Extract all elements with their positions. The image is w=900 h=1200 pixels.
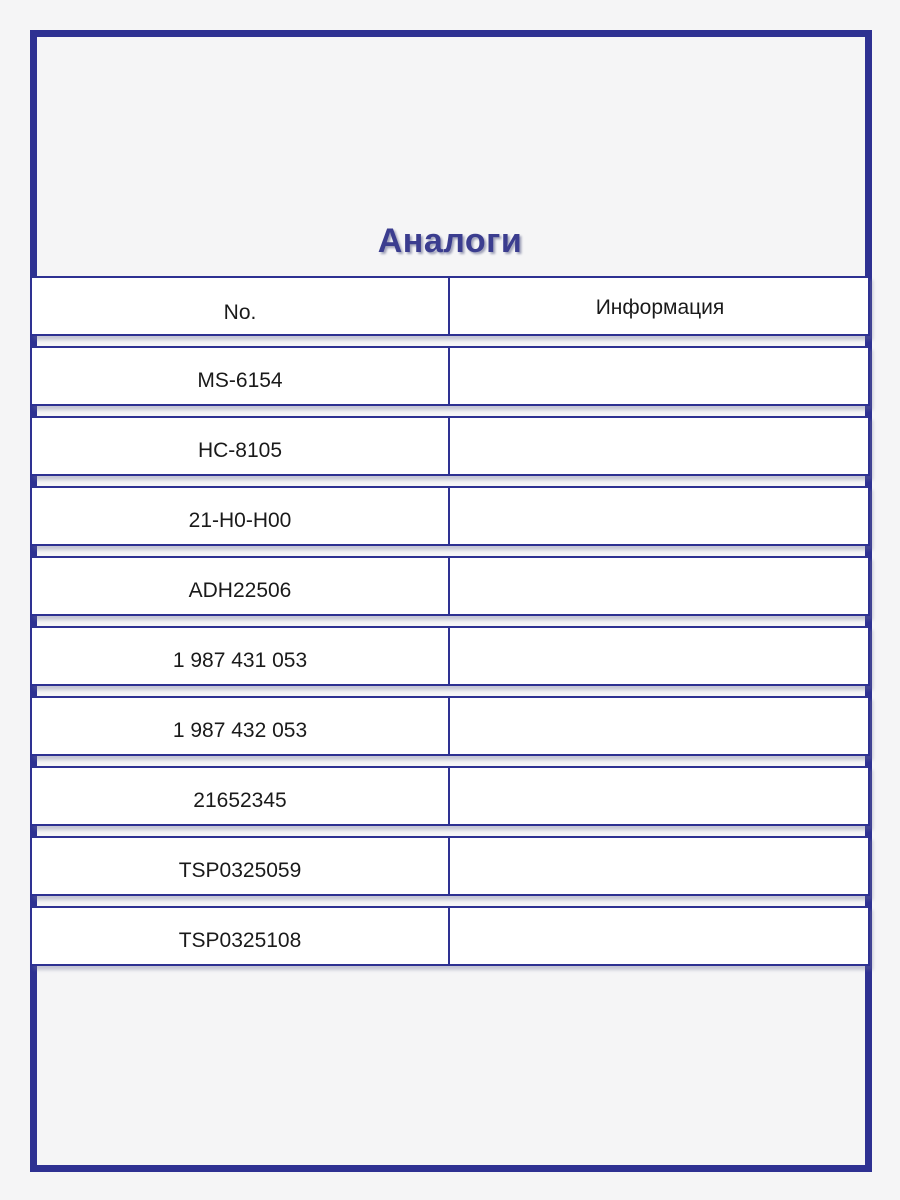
- cell-info: [452, 698, 868, 754]
- header-info: Информация: [595, 296, 725, 319]
- table-row: [30, 346, 870, 406]
- cell-number: MS-6154: [32, 348, 450, 404]
- cell-number: ADH22506: [32, 558, 450, 614]
- cell-info: [452, 908, 868, 964]
- cell-info: [452, 418, 868, 474]
- header-number: No.: [32, 278, 450, 334]
- cell-number: 1 987 432 053: [32, 698, 450, 754]
- table-row: [30, 836, 870, 896]
- cell-info: [452, 628, 868, 684]
- cell-info: [452, 348, 868, 404]
- table-row: [30, 556, 870, 616]
- cell-number: TSP0325059: [32, 838, 450, 894]
- cell-number: 1 987 431 053: [32, 628, 450, 684]
- page-title: Аналоги: [377, 222, 523, 260]
- cell-info: [452, 768, 868, 824]
- table-row: [30, 906, 870, 966]
- table-row: [30, 766, 870, 826]
- cell-info: [452, 838, 868, 894]
- table-row: [30, 626, 870, 686]
- table-row: [30, 486, 870, 546]
- table-header-row: [30, 276, 870, 336]
- cell-number: HC-8105: [32, 418, 450, 474]
- cell-number: 21-H0-H00: [32, 488, 450, 544]
- table-row: [30, 416, 870, 476]
- cell-number: TSP0325108: [32, 908, 450, 964]
- cell-info: [452, 488, 868, 544]
- cell-info: [452, 558, 868, 614]
- cell-number: 21652345: [32, 768, 450, 824]
- table-row: [30, 696, 870, 756]
